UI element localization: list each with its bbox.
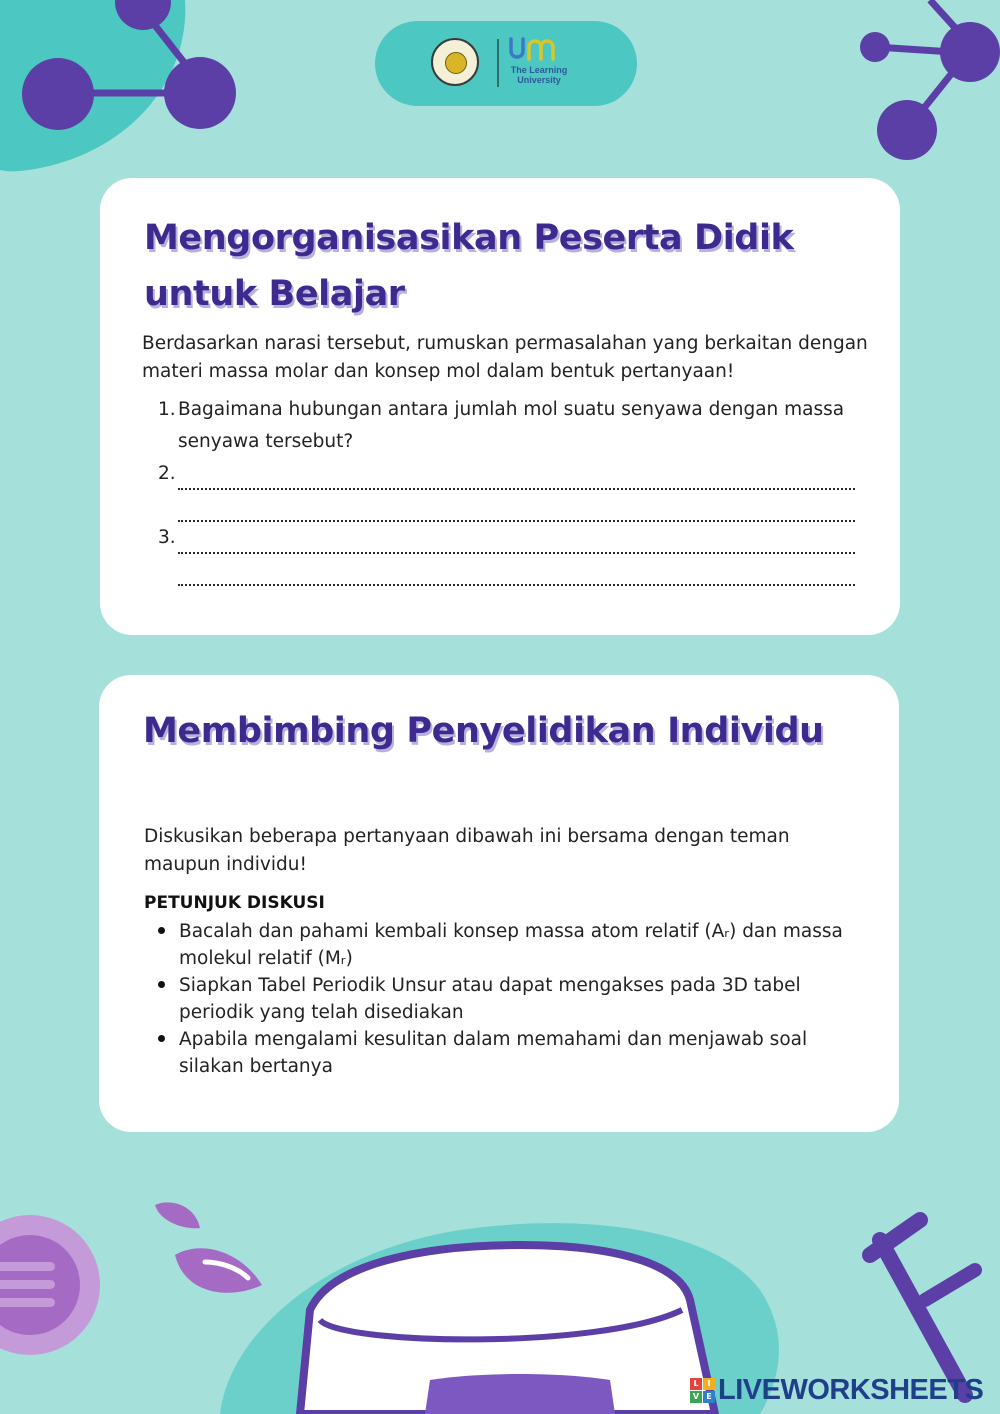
guide-heading: PETUNJUK DISKUSI bbox=[144, 893, 325, 913]
guide-list bbox=[157, 918, 847, 1080]
logo-tagline bbox=[509, 65, 569, 85]
brand-block: V bbox=[690, 1391, 702, 1403]
question-number: 1. bbox=[158, 399, 176, 420]
molecule-atom bbox=[164, 57, 236, 129]
guide-item-text: Bacalah dan pahami kembali konsep massa atom relatif (Aᵣ) dan massa molekul relatif (Mᵣ) bbox=[179, 921, 843, 969]
question-text: Bagaimana hubungan antara jumlah mol suatu senyawa dengan massa senyawa tersebut? bbox=[178, 399, 845, 452]
bullet-icon bbox=[157, 1026, 179, 1080]
liveworksheets-watermark bbox=[690, 1370, 983, 1410]
molecule-atom bbox=[877, 100, 937, 160]
answer-line[interactable] bbox=[178, 458, 855, 490]
guide-item-text: Siapkan Tabel Periodik Unsur atau dapat mengakses pada 3D tabel periodik yang telah disediakan bbox=[179, 975, 801, 1023]
molecule-atom bbox=[940, 22, 1000, 82]
question-number: 2. bbox=[158, 463, 176, 484]
guide-investigation-card bbox=[99, 675, 899, 1132]
brand-block: I bbox=[703, 1378, 715, 1390]
section-intro: Berdasarkan narasi tersebut, rumuskan permasalahan yang berkaitan dengan materi massa molar dan konsep mol dalam bentuk pertanyaan! bbox=[142, 333, 868, 382]
guide-item bbox=[157, 972, 847, 1026]
droplet bbox=[175, 1248, 262, 1293]
question-item bbox=[158, 458, 858, 522]
logo-tagline-line1: The Learning bbox=[510, 65, 568, 75]
section-title: Membimbing Penyelidikan Individu bbox=[143, 711, 824, 751]
header-logo-pill bbox=[375, 21, 637, 106]
liveworksheets-logo-icon bbox=[690, 1378, 715, 1403]
brand-block: E bbox=[703, 1391, 715, 1403]
beaker-liquid bbox=[425, 1374, 615, 1414]
molecule-atom bbox=[22, 58, 94, 130]
answer-line[interactable] bbox=[178, 554, 855, 586]
bullet-icon bbox=[157, 918, 179, 972]
question-item bbox=[158, 394, 858, 458]
guide-item-text: Apabila mengalami kesulitan dalam memahami dan menjawab soal silakan bertanya bbox=[179, 1029, 808, 1077]
guide-item bbox=[157, 1026, 847, 1080]
brand-name: LIVEWORKSHEETS bbox=[718, 1373, 984, 1406]
answer-line[interactable] bbox=[178, 522, 855, 554]
question-list bbox=[158, 394, 858, 586]
organize-students-card bbox=[100, 178, 900, 635]
logo-divider bbox=[497, 39, 499, 87]
answer-line[interactable] bbox=[178, 490, 855, 522]
brand-block: L bbox=[690, 1378, 702, 1390]
logo-tagline-line2: University bbox=[517, 75, 561, 85]
section-intro: Diskusikan beberapa pertanyaan dibawah ini bersama dengan teman maupun individu! bbox=[144, 826, 790, 875]
question-number: 3. bbox=[158, 527, 176, 548]
university-seal-icon bbox=[431, 38, 479, 86]
guide-item bbox=[157, 918, 847, 972]
section-title: Mengorganisasikan Peserta Didik untuk Belajar bbox=[144, 218, 794, 314]
droplet bbox=[155, 1202, 200, 1228]
question-item bbox=[158, 522, 858, 586]
molecule-atom bbox=[860, 32, 890, 62]
bullet-icon bbox=[157, 972, 179, 1026]
um-logo-icon bbox=[507, 35, 571, 65]
